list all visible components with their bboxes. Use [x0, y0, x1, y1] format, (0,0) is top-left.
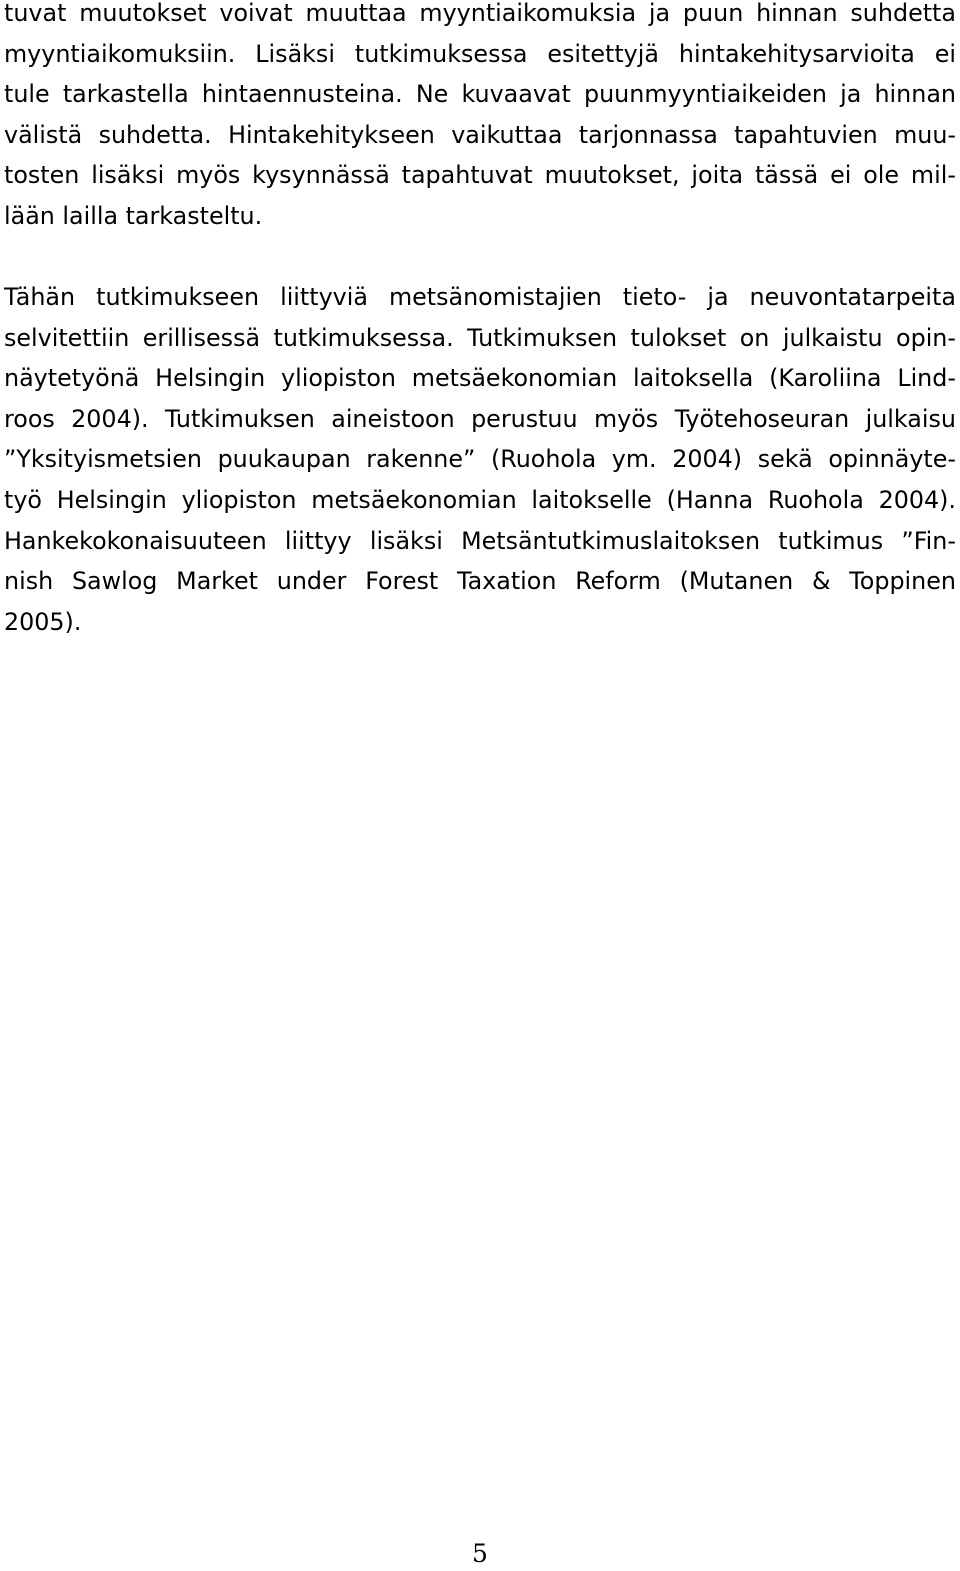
text-line: työ Helsingin yliopiston metsäekonomian laitokselle (Hanna Ruohola 2004).	[4, 486, 956, 514]
text-line: selvitettiin erillisessä tutkimuksessa. Tutkimuksen tulokset on julkaistu opin-	[4, 324, 956, 352]
text-line: välistä suhdetta. Hintakehitykseen vaikuttaa tarjonnassa tapahtuvien muu-	[4, 121, 956, 149]
text-line: tuvat muutokset voivat muuttaa myyntiaikomuksia ja puun hinnan suhdetta	[4, 0, 956, 27]
text-line: myyntiaikomuksiin. Lisäksi tutkimuksessa esitettyjä hintakehitysarvioita ei	[4, 40, 956, 68]
page-number: 5	[472, 1539, 488, 1568]
text-line: ”Yksityismetsien puukaupan rakenne” (Ruohola ym. 2004) sekä opinnäyte-	[4, 445, 956, 473]
text-line: nish Sawlog Market under Forest Taxation Reform (Mutanen & Toppinen	[4, 567, 956, 595]
text-line: Tähän tutkimukseen liittyviä metsänomistajien tieto- ja neuvontatarpeita	[4, 283, 956, 311]
text-line: näytetyönä Helsingin yliopiston metsäekonomian laitoksella (Karoliina Lind-	[4, 364, 956, 392]
text-line: Hankekokonaisuuteen liittyy lisäksi Metsäntutkimuslaitoksen tutkimus ”Fin-	[4, 527, 956, 555]
text-line: lään lailla tarkasteltu.	[4, 202, 263, 230]
text-line: 2005).	[4, 608, 82, 636]
text-line: tule tarkastella hintaennusteina. Ne kuvaavat puunmyyntiaikeiden ja hinnan	[4, 80, 956, 108]
text-line: roos 2004). Tutkimuksen aineistoon perustuu myös Työtehoseuran julkaisu	[4, 405, 956, 433]
text-line: tosten lisäksi myös kysynnässä tapahtuvat muutokset, joita tässä ei ole mil-	[4, 161, 956, 189]
